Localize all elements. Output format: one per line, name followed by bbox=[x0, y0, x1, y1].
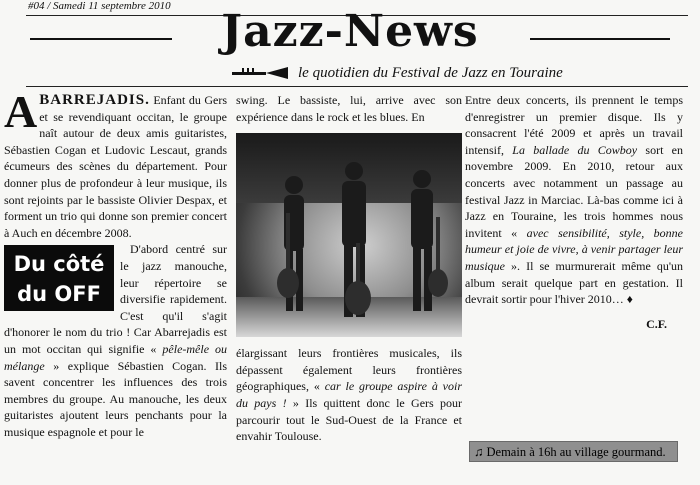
column-2-top-text: swing. Le bassiste, lui, arrive avec son expérience dans le rock et les blues. En bbox=[236, 93, 462, 124]
off-box-line1: Du côté bbox=[13, 252, 105, 277]
column-2-bottom-end: » Ils quittent donc le Gers pour parcourir tout le Sud-Ouest de la France et envahir Toulouse. bbox=[236, 395, 463, 444]
intro-text: Enfant du Gers et se revendiquant occitan, le groupe naît autour de deux amis guitaristes, Sébastien Cogan et Ludovic Lescaut, grands écumeurs des scènes du département. Pour donner plus de profondeur à leur musique, ils sont rejoints par le bassiste Olivier Despax, et forment un trio qui donne son premier concert à Auch en décembre 2008. bbox=[4, 93, 227, 240]
paragraph-2-quote: pêle-mêle ou mélange bbox=[4, 341, 227, 373]
schedule-box bbox=[469, 441, 678, 462]
article-column-2 bbox=[236, 92, 462, 445]
masthead-subtitle-row bbox=[232, 62, 563, 84]
masthead-subtitle: le quotidien du Festival de Jazz en Touraine bbox=[298, 64, 563, 81]
trumpet-icon bbox=[232, 66, 292, 80]
du-cote-du-off-box bbox=[4, 245, 114, 311]
column-3-text-2: sort en novembre 2009. En 2010, retour aux concerts avec notamment un passage au festival Jazz in Marciac. Là-bas comme ici à Jazz en Touraine, les trois hommes nous invitent « bbox=[465, 142, 684, 240]
band-name: BARREJADIS. bbox=[39, 92, 150, 108]
masthead-line-left bbox=[30, 38, 172, 40]
column-2-quote: car le groupe aspire à voir du pays ! bbox=[236, 379, 463, 410]
paragraph-2-end: » explique Sébastien Cogan. Ils savent concentrer les influences des trois membres du groupe. Au manouche, les deux guitaristes ajoutent leurs penchants pour la musique espagnole et pour le bbox=[4, 358, 228, 439]
article-column-1 bbox=[4, 86, 228, 440]
music-note-icon: ♫ bbox=[474, 445, 484, 459]
band-silhouettes-icon bbox=[236, 133, 462, 337]
column-3-text-3: ». Il se murmurerait même qu'un album serait quelque part en gestation. Il devrait sortir pour l'hiver 2010… ♦ bbox=[465, 258, 684, 307]
masthead-line-right bbox=[530, 38, 670, 40]
author-signature: C.F. bbox=[646, 316, 667, 331]
drop-cap: A bbox=[4, 86, 38, 137]
band-photo bbox=[236, 133, 462, 337]
column-3-quote: avec sensibilité, style, bonne humeur et joie de vivre, à venir partager leur musique bbox=[465, 225, 683, 273]
album-title: La ballade du Cowboy bbox=[512, 142, 638, 157]
issue-date: #04 / Samedi 11 septembre 2010 bbox=[28, 0, 171, 12]
column-3-text: Entre deux concerts, ils prennent le temps d'enregistrer un premier disque. Ils y consacrent l'été 2009 et après un travail intensif, bbox=[465, 93, 683, 157]
column-2-bottom-text: élargissant leurs frontières musicales, ils dépassent également leurs frontières géographiques, « bbox=[236, 346, 462, 394]
masthead-title: Jazz-News bbox=[221, 6, 479, 57]
off-box-line2: du OFF bbox=[17, 282, 101, 307]
schedule-text: Demain à 16h au village gourmand. bbox=[486, 445, 666, 459]
header-bottom-rule bbox=[26, 86, 688, 87]
article-column-3 bbox=[465, 92, 683, 332]
paragraph-2: D'abord centré sur le jazz manouche, leur répertoire se diversifie rapidement. C'est qu'il s'agit d'honorer le nom du trio ! Car Abarrejadis est un mot occitan qui signifie « bbox=[4, 242, 227, 356]
